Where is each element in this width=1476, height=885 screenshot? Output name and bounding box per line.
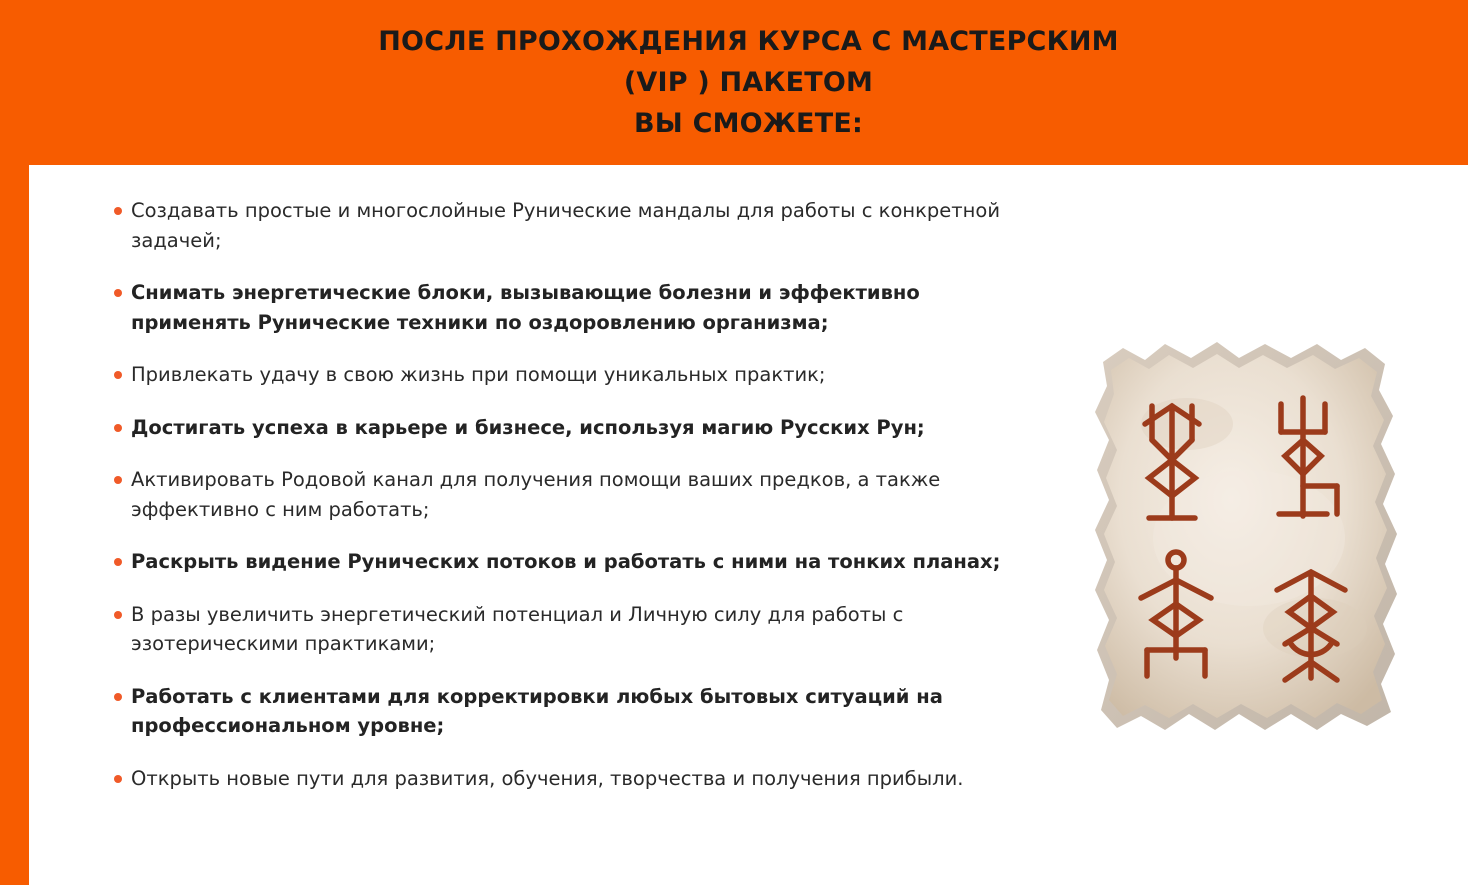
- list-item: [60, 360, 1020, 390]
- bullet-icon: [114, 371, 122, 379]
- bullet-icon: [114, 207, 122, 215]
- list-item-text: Привлекать удачу в свою жизнь при помощи уникальных практик;: [131, 363, 826, 386]
- bullet-icon: [114, 424, 122, 432]
- list-item: [60, 547, 1020, 577]
- header-line-1: ПОСЛЕ ПРОХОЖДЕНИЯ КУРСА С МАСТЕРСКИМ: [378, 26, 1119, 57]
- list-item: [60, 413, 1020, 443]
- list-item-text: Раскрыть видение Рунических потоков и работать с ними на тонких планах;: [131, 550, 1001, 573]
- benefits-list: [60, 196, 1020, 816]
- bullet-icon: [114, 775, 122, 783]
- list-item-text: Открыть новые пути для развития, обучения, творчества и получения прибыли.: [131, 766, 964, 790]
- list-item: [60, 600, 1020, 659]
- bullet-icon: [114, 289, 122, 297]
- parchment-sheet: [1079, 328, 1419, 748]
- header-line-3: ВЫ СМОЖЕТЕ:: [634, 108, 863, 139]
- list-item-text: Создавать простые и многослойные Рунические мандалы для работы с конкретной задачей;: [131, 199, 1000, 252]
- content-area: [29, 165, 1468, 885]
- list-item-text: Активировать Родовой канал для получения помощи ваших предков, а также эффективно с ним работать;: [131, 468, 941, 521]
- list-item: [60, 764, 1020, 794]
- list-item: [60, 465, 1020, 524]
- bullet-icon: [114, 476, 122, 484]
- list-item-text: В разы увеличить энергетический потенциал и Личную силу для работы с эзотерическими практиками;: [131, 602, 904, 655]
- runic-parchment-illustration: [1079, 328, 1429, 758]
- list-item: [60, 278, 1020, 337]
- header-banner: [29, 0, 1468, 165]
- right-white-strip: [1468, 0, 1476, 885]
- bullet-icon: [114, 693, 122, 701]
- list-item: [60, 196, 1020, 255]
- bullet-icon: [114, 611, 122, 619]
- list-item: [60, 682, 1020, 741]
- list-item-text: Снимать энергетические блоки, вызывающие болезни и эффективно применять Рунические техники по оздоровлению организма;: [131, 281, 920, 334]
- left-orange-strip: [0, 0, 29, 885]
- bullet-icon: [114, 558, 122, 566]
- header-line-2: (VIP ) ПАКЕТОМ: [623, 67, 874, 98]
- list-item-text: Работать с клиентами для корректировки любых бытовых ситуаций на профессиональном уровне;: [131, 684, 943, 737]
- list-item-text: Достигать успеха в карьере и бизнесе, используя магию Русских Рун;: [131, 415, 925, 439]
